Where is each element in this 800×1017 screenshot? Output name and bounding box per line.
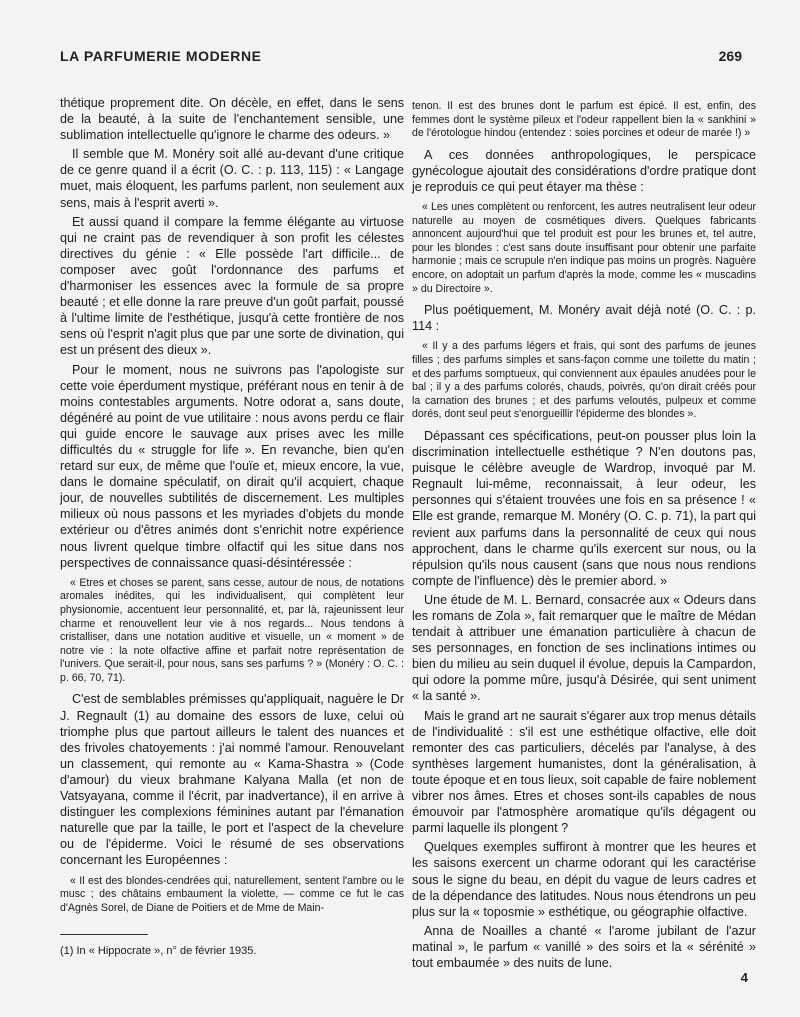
block-quote: tenon. Il est des brunes dont le parfum est épicé. Il est, enfin, des femmes dont le système pileux et l'odeur rappellent bien la « sankhini » de l'érotologue hindou (entendez : soies porcines et odeur de marée !) » <box>412 100 756 140</box>
running-header <box>60 48 742 70</box>
paragraph: Dépassant ces spécifications, peut-on pousser plus loin la discrimination intellectuelle esthétique ? N'en doutons pas, puisque le célèbre aveugle de Wardrop, invoqué par M. Regnault lui-même, reconnaissait, à leur odeur, les personnes qui s'étaient trouvées une fois en sa présence ! « Elle est grande, remarque M. Monéry (O. C. p. 71), la part qui revient aux parfums dans la personnalité de ceux qui nous approchent, dans le charme qu'ils exercent sur nous, ou la répulsion qu'ils nous causent (sans que nous nous rendions compte de l'influence) dès le premier abord. » <box>412 428 756 588</box>
block-quote: « Il est des blondes-cendrées qui, naturellement, sentent l'ambre ou le musc ; des châtains embaument la violette, — comme ce fut le cas d'Agnès Sorel, de Diane de Poitiers et de Mme de Main- <box>60 874 404 914</box>
footnote-rule <box>60 934 148 935</box>
paragraph: Anna de Noailles a chanté « l'arome jubilant de l'azur matinal », le parfum « vanillé » des soirs et la « sérénité » tout embaumée » des nuits de lune. <box>412 923 756 970</box>
right-column <box>412 94 756 971</box>
running-title: LA PARFUMERIE MODERNE <box>60 48 262 64</box>
paragraph: Plus poétiquement, M. Monéry avait déjà noté (O. C. : p. 114 : <box>412 303 756 334</box>
paragraph: thétique proprement dite. On décèle, en effet, dans le sens de la beauté, à la suite de l'enchantement sensible, une sublimation intellectuelle qu'ignore le charme des odeurs. » <box>60 96 404 143</box>
paragraph: Une étude de M. L. Bernard, consacrée aux « Odeurs dans les romans de Zola », fait remarquer que le maître de Médan tendait à attribuer une émanation particulière à chacun de ses personnages, en fonction de ses inclinations intimes ou bien du milieu au sein duquel il évolue, depuis la Campardon, qui odore la pomme mûre, jusqu'à Désirée, qui sent uniment « la santé ». <box>412 592 756 704</box>
left-column <box>60 92 404 921</box>
paragraph: Quelques exemples suffiront à montrer que les heures et les saisons exercent un charme odorant qui les caractérise sous le signe du beau, en dépit du vague de leurs cadres et de la dépendance des latitudes. Nous nous étendrons un peu plus sur la « toposmie » esthétique, ou géographie olfactive. <box>412 840 756 919</box>
paragraph: C'est de semblables prémisses qu'appliquait, naguère le Dr J. Regnault (1) au domaine des essors de luxe, celui où triomphe plus que partout ailleurs le talent des nuances et des frivoles chatoyements : j'ai nommé l'amour. Renouvelant un classement, qui remonte au « Kama-Shastra » (Code d'amour) du vieux brahmane Kalyana Malla (et non de Vatsyayana, comme il l'écrit, par inadvertance), il en arrive à distinguer les complexions féminines autant par l'émanation naturelle que par la taille, le port et l'aspect de la chevelure ou de l'épiderme. Voici le résumé de ses observations concernant les Européennes : <box>60 692 404 868</box>
paragraph: Et aussi quand il compare la femme élégante au virtuose qui ne craint pas de revendiquer à son profit les célestes directives du génie : « Elle possède l'art difficile... de composer avec goût l'ordonnance des parfums et d'harmoniser les essences avec la formule de sa propre beauté ; et elle donne la rare preuve d'un goût parfait, poussé à l'ultime limite de l'esthétique, jusqu'à cette frontière de nos sens où l'esprit n'agit plus que par une sorte de divination, qui est un présent des dieux ». <box>60 214 404 358</box>
block-quote: « Etres et choses se parent, sans cesse, autour de nous, de notations aromales inédites, qui les individualisent, qui complètent leur physionomie, accentuent leur personnalité, et, par là, rajeunissent leur charme et renouvellent leur vie à nos regards... Nous tendons à cristalliser, dans une notation auditive et visuelle, un « moment » de notre vie : la note olfactive affine et parfait notre représentation de l'univers. Que serait-il, pour nous, sans ses parfums ? » (Monéry : O. C. : p. 66, 70, 71). <box>60 576 404 684</box>
footnote: (1) In « Hippocrate », n° de février 1935. <box>60 945 257 957</box>
page-number: 269 <box>718 48 742 64</box>
paragraph: Mais le grand art ne saurait s'égarer aux trop menus détails de l'individualité : s'il est une esthétique olfactive, elle doit remonter des cas particuliers, décelés par l'analyse, à des synthèses largement humanistes, dont la généralisation, à toute époque et en tous lieux, soit capable de faire noblement vibrer nos âmes. Etres et choses sont-ils capables de nous émouvoir par l'atmosphère aromatique qu'ils dégagent ou parmi laquelle ils plongent ? <box>412 708 756 836</box>
corner-mark: 4 <box>740 970 748 985</box>
block-quote: « Il y a des parfums légers et frais, qui sont des parfums de jeunes filles ; des parfums simples et sans-façon comme une toilette du matin ; et des parfums somptueux, qui conviennent aux épaules anudées pour le bal ; il y a des parfums colorés, chauds, poivrés, qu'on dirait créés pour la carnation des brunes ; et des parfums veloutés, pulpeux et comme dorés, dont seul peut s'enorgueillir l'épiderme des blondes ». <box>412 340 756 421</box>
block-quote: « Les unes complètent ou renforcent, les autres neutralisent leur odeur naturelle au moyen de cosmétiques divers. Quelques fabricants annoncent aujourd'hui que tel produit est pour les brunes et, tel autre, pour les blondes : c'est sans doute insuffisant pour obtenir une parfaite harmonie ; mais ce scrupule n'en indique pas moins un progrès. Naguère encore, on adoptait un parfum d'après la mode, comme les « muscadins » du Directoire ». <box>412 201 756 295</box>
paragraph: A ces données anthropologiques, le perspicace gynécologue ajoutait des considérations d'ordre pratique dont je reproduis ce qui peut étayer ma thèse : <box>412 147 756 194</box>
paragraph: Pour le moment, nous ne suivrons pas l'apologiste sur cette voie éperdument mystique, préférant nous en tenir à de moins contestables arguments. Notre odorat a, sans doute, dégénéré au point de vue utilitaire : nous avons perdu ce flair qui guide encore le sauvage aux prises avec les mille difficultés du « struggle for life ». En revanche, bien qu'en retard sur eux, de même que l'ouïe et, mieux encore, la vue, dans le domaine spéculatif, on dirait qu'il acquiert, chaque jour, de nouvelles subtilités de discernement. Les multiples milieux où nous passons et les myriades d'objets du monde extérieur ou d'êtres animés dont s'enrichit notre expérience nous livrent quelque timbre olfactif qui les situe dans nos perspectives de connaissance quasi-désintéressée : <box>60 362 404 570</box>
paragraph: Il semble que M. Monéry soit allé au-devant d'une critique de ce genre quand il a écrit (O. C. : p. 113, 115) : « Langage muet, mais éloquent, les parfums parlent, non seulement aux sens, mais à l'esprit averti ». <box>60 147 404 210</box>
